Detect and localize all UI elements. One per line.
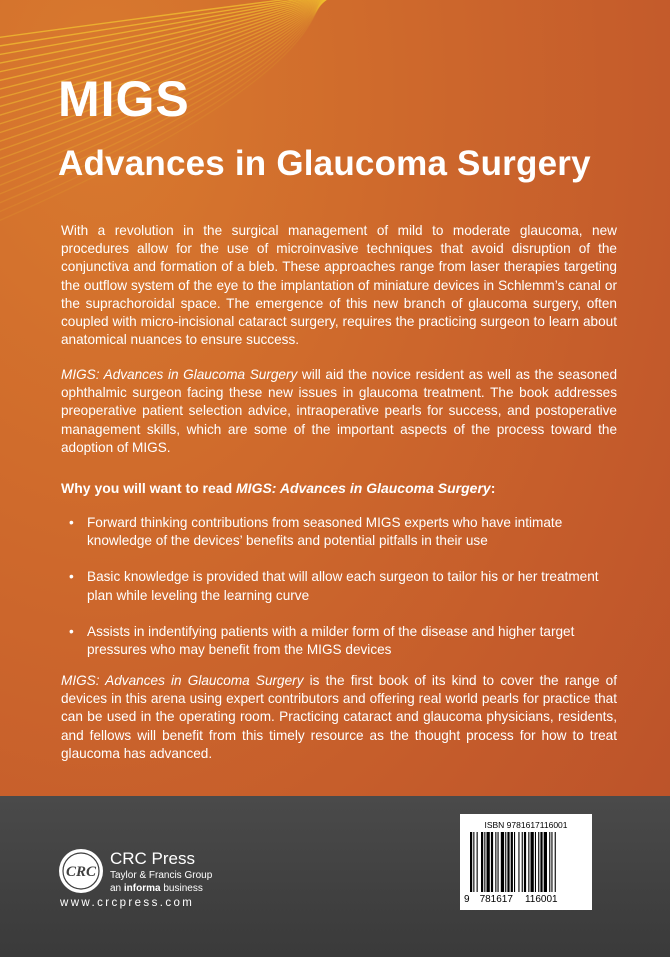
- list-item-text: Basic knowledge is provided that will allow each surgeon to tailor his or her treatment plan while leveling the learning curve: [87, 569, 599, 603]
- barcode-bar: [514, 832, 515, 892]
- barcode-bar: [555, 832, 556, 892]
- book-title-inline: MIGS: Advances in Glaucoma Surgery: [61, 367, 298, 382]
- bullet-icon: •: [69, 515, 74, 530]
- barcode-bar: [524, 832, 526, 892]
- book-subtitle: Advances in Glaucoma Surgery: [58, 144, 591, 183]
- barcode-bar: [498, 832, 499, 892]
- heading-suffix: :: [490, 480, 496, 496]
- barcode-digit-group: 116001: [524, 894, 558, 905]
- barcode-bar: [511, 832, 513, 892]
- paragraph-text: is the first book of its kind to cover the range of devices in this arena using expert contributors and offering real world pearls for practice that can be used in the operating room. Practicing cataract and glaucoma physicians, residents, and fellows will benefit from this timely resource as the thought process for how to treat glaucoma has advanced.: [61, 673, 617, 761]
- barcode-bar: [549, 832, 550, 892]
- isbn-barcode: [460, 814, 592, 910]
- barcode-icon: [470, 832, 582, 892]
- why-read-heading: [61, 480, 495, 496]
- barcode-bar: [518, 832, 519, 892]
- description-paragraph-1: With a revolution in the surgical management of mild to moderate glaucoma, new procedures allow for the use of microinvasive techniques that avoid disruption of the conjunctiva and formation of a bleb. These approaches range from laser therapies targeting the outflow system of the eye to the implantation of miniature devices in Schlemm’s canal or the suprachoroidal space. The emergence of this new branch of glaucoma surgery, often coupled with micro-incisional cataract surgery, requires the practicing surgeon to learn about anatomical nuances to ensure success.: [61, 223, 617, 348]
- barcode-bar: [491, 832, 493, 892]
- paragraph-text: will aid the novice resident as well as the seasoned ophthalmic surgeon facing these new issues in glaucoma treatment. The book addresses preoperative patient selection advice, intraoperative pearls for success, and postoperative management skills, which are some of the important aspects of the process toward the adoption of MIGS.: [61, 367, 618, 455]
- barcode-bar: [501, 832, 504, 892]
- publisher-website: www.crcpress.com: [60, 897, 195, 909]
- barcode-bar: [495, 832, 496, 892]
- decorative-stripes: [0, 0, 670, 260]
- benefits-list: [61, 514, 617, 677]
- barcode-bar: [507, 832, 509, 892]
- barcode-bar: [531, 832, 534, 892]
- description-paragraph-2: [61, 366, 617, 457]
- informa-business-line: [110, 883, 203, 894]
- barcode-bar: [487, 832, 490, 892]
- description-paragraph-3: [61, 672, 617, 763]
- barcode-bar: [522, 832, 523, 892]
- barcode-bar: [484, 832, 485, 892]
- barcode-bar: [477, 832, 478, 892]
- barcode-bar: [470, 832, 472, 892]
- logo-text: CRC: [65, 864, 97, 880]
- book-title: MIGS: [58, 71, 190, 127]
- list-item-text: Assists in indentifying patients with a milder form of the disease and higher target pressures who may benefit from the MIGS devices: [87, 623, 575, 658]
- barcode-bar: [473, 832, 474, 892]
- barcode-bar: [551, 832, 552, 892]
- bullet-icon: •: [69, 569, 74, 585]
- list-item: [61, 623, 617, 659]
- book-title-inline: MIGS: Advances in Glaucoma Surgery: [61, 673, 304, 688]
- barcode-bar: [535, 832, 536, 892]
- list-item: [61, 568, 617, 604]
- book-title-inline: MIGS: Advances in Glaucoma Surgery: [236, 480, 491, 496]
- crc-press-logo-icon: [58, 848, 104, 894]
- barcode-bar: [528, 832, 529, 892]
- barcode-bar: [505, 832, 506, 892]
- publisher-name: CRC Press: [110, 849, 196, 868]
- informa-brand: informa: [123, 883, 161, 894]
- barcode-digit-group: 781617: [479, 894, 513, 905]
- list-item: [61, 514, 617, 550]
- barcode-digit-first: 9: [464, 894, 470, 905]
- business-prefix: an: [110, 883, 124, 894]
- barcode-bar: [538, 832, 539, 892]
- barcode-digits: [464, 894, 590, 905]
- heading-prefix: Why you will want to read: [61, 480, 237, 496]
- barcode-bar: [544, 832, 547, 892]
- barcode-bar: [481, 832, 483, 892]
- isbn-label: ISBN 9781617116001: [484, 820, 568, 830]
- bullet-icon: •: [69, 623, 74, 639]
- publisher-group: Taylor & Francis Group: [110, 870, 213, 881]
- business-suffix: business: [160, 883, 203, 894]
- barcode-bar: [540, 832, 542, 892]
- list-item-text: Forward thinking contributions from seasoned MIGS experts who have intimate knowledge of the devices’ benefits and potential pitfalls in their use: [87, 515, 563, 549]
